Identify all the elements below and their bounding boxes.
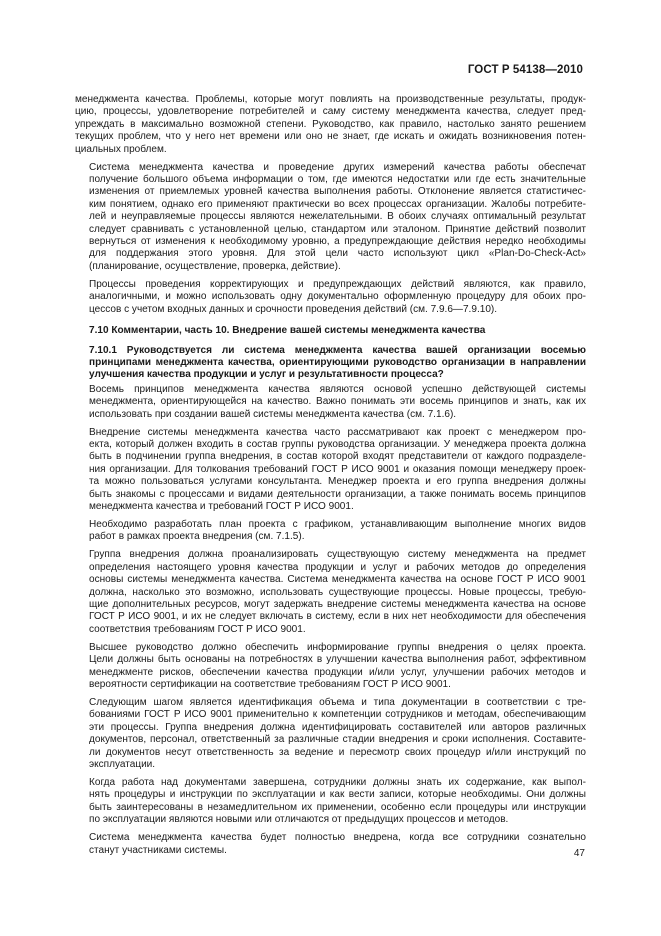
text-line: Восемь принципов менеджмента качества являются основой успешно действующей системы xyxy=(89,383,586,395)
text-line: эксплуатации. xyxy=(89,759,156,771)
text-line: менеджмента качества. Проблемы, которые могут повлиять на производственные результаты, продук- xyxy=(75,94,586,105)
text-line: Система менеджмента качества будет полностью внедрена, когда все сотрудники сознательно xyxy=(89,832,586,844)
text-line: Процессы проведения корректирующих и предупреждающих действий являются, как правило, xyxy=(89,278,586,290)
text-line: Система менеджмента качества и проведение других измерений качества работы обеспечат xyxy=(89,161,586,173)
text-line: использовать при создании вашей системы менеджмента качества (см. 7.1.6). xyxy=(89,408,457,420)
document-id-header: ГОСТ Р 54138—2010 xyxy=(467,64,583,76)
text-line: Когда работа над документами завершена, сотрудники должны знать их содержание, как выпол- xyxy=(89,777,586,789)
paragraph xyxy=(75,549,586,636)
text-line: ли документов несут ответственность за ведение и пересмотр своих процедур и/или инструкций по xyxy=(89,746,586,758)
text-line: ГОСТ Р ИСО 9001, и их не следует включать в систему, если в них нет необходимости для обеспечения xyxy=(89,611,586,623)
text-line: вероятности сертификации на соответствие требованиям ГОСТ Р ИСО 9001. xyxy=(89,679,451,691)
text-line: работ в рамках проекта внедрения (см. 7.1.5). xyxy=(89,531,305,543)
text-line: станут участниками системы. xyxy=(89,844,227,856)
body-text xyxy=(75,94,586,863)
text-line: нять процедуры и инструкции по эксплуатации и как вести записи, которые необходимы. Они должны xyxy=(89,789,586,801)
text-line: 7.10 Комментарии, часть 10. Внедрение вашей системы менеджмента качества xyxy=(89,325,486,337)
paragraph xyxy=(75,279,586,316)
paragraph xyxy=(75,832,586,857)
text-line: должна, насколько это возможно, использовать существующие процессы. Новые процессы, требую- xyxy=(89,586,586,598)
paragraph xyxy=(75,519,586,544)
text-line: определения настоящего уровня качества продукции и услуг и рабочих методов до определения xyxy=(89,561,586,573)
text-line: для поддержания этого уровня. Для этой цели часто используют цикл «Plan-Do-Check-Act» xyxy=(89,248,586,260)
text-line: улучшения качества продукции и услуг и результативности процесса? xyxy=(89,369,444,381)
text-line: Необходимо разработать план проекта с графиком, устанавливающим выполнение многих видов xyxy=(89,518,586,530)
text-line: следует сравнивать с установленной целью, стандартом или эталоном. Принятие действий позволит xyxy=(89,223,586,235)
text-line: быть заинтересованы в незамедлительном их применении, особенно если процедуры или инструкции xyxy=(89,801,586,813)
text-line: екта, который должен входить в состав группы руководства организации. У менеджера проекта должна xyxy=(89,438,586,450)
text-line: (планирование, осуществление, проверка, действие). xyxy=(89,260,341,272)
text-line: цессов с учетом входных данных и срочности проведения действий (см. 7.9.6—7.9.10). xyxy=(89,303,498,315)
text-line: та можно пользоваться услугами консультанта. Менеджер проекта и его группа внедрения должны xyxy=(89,476,586,488)
text-line: быть в подчинении группа внедрения, в состав которой входят представители от каждого подразделе- xyxy=(89,451,586,463)
text-line: бованиями ГОСТ Р ИСО 9001 применительно к компетенции сотрудников и методам, обеспечивающим xyxy=(89,709,586,721)
text-line: 7.10.1 Руководствуется ли система менеджмента качества вашей организации восемью xyxy=(89,344,586,356)
text-line: текущих проблем, что у него нет времени или оно не знает, где искать и ожидать возникновения потен- xyxy=(75,131,586,143)
text-line: аналогичными, и можно использовать одну документально оформленную процедуру для обоих про- xyxy=(89,291,586,303)
text-line: по эксплуатации являются новыми или отличаются от предыдущих процессов и методов. xyxy=(89,814,509,826)
paragraph xyxy=(75,384,586,421)
paragraph xyxy=(75,642,586,692)
text-line: основы системы менеджмента качества. Система менеджмента качества на основе ГОСТ Р ИСО 9001 xyxy=(89,574,586,586)
text-line: быть знакомы с процессами и видами деятельности организации, а также понимать восемь принципов xyxy=(89,488,586,500)
text-line: менеджмента, ориентирующейся на качество. Важно понимать эти восемь принципов и знать, как их xyxy=(89,396,586,408)
paragraph xyxy=(75,94,586,156)
text-line: Внедрение системы менеджмента качества часто рассматривают как проект с менеджером про- xyxy=(89,426,586,438)
text-line: Группа внедрения должна проанализировать существующую систему менеджмента на предмет xyxy=(89,549,586,561)
paragraph xyxy=(75,697,586,771)
text-line: документов, персонал, ответственный за различные стадии внедрения и сроки исполнения. Составите- xyxy=(89,734,586,746)
text-line: эти процессы. Группа внедрения должна идентифицировать составителей или авторов различных xyxy=(89,721,586,733)
text-line: соответствия требованиям ГОСТ Р ИСО 9001. xyxy=(89,623,306,635)
text-line: ким понятием, однако его применяют практически во всех процессах организации. Жалобы потребите- xyxy=(89,198,586,210)
page-number: 47 xyxy=(573,848,585,859)
text-line: упреждать в максимально возможной степени. Руководство, как правило, настолько занято решением xyxy=(75,118,586,130)
text-line: циальных проблем. xyxy=(75,143,167,155)
section-heading xyxy=(75,325,586,337)
text-line: щие дополнительных ресурсов, могут задержать внедрение системы менеджмента качества на основе xyxy=(89,599,586,610)
subsection-question xyxy=(75,345,586,382)
text-line: ния организации. Для толкования требований ГОСТ Р ИСО 9001 и оказания помощи менеджеру проек- xyxy=(89,463,586,475)
text-line: менеджмента качества и требований ГОСТ Р ИСО 9001. xyxy=(89,500,354,512)
text-line: цию, процессы, удовлетворение потребителей и саму систему менеджмента качества, следует пред- xyxy=(75,106,586,118)
text-line: изменения от приемлемых уровней качества выполнения работы. Отклонение является статистичес- xyxy=(89,186,586,198)
paragraph xyxy=(75,777,586,827)
paragraph xyxy=(75,162,586,274)
text-line: принципами менеджмента качества, ориентирующими руководство организации в направлении xyxy=(89,356,586,368)
text-line: получение большого объема информации о том, где имеются недостатки или где есть значительные xyxy=(89,174,586,186)
text-line: вернуться от изменения к необходимому уровню, а предупреждающие действия нередко необходимы xyxy=(89,236,586,248)
text-line: Следующим шагом является идентификация объема и типа документации в соответствии с тре- xyxy=(89,697,586,709)
text-line: лей и неуправляемые процессы являются нежелательными. В обоих случаях оптимальный результат xyxy=(89,211,586,223)
text-line: менеджменте рисков, обеспечении качества продукции и/или услуг, улучшении рабочих методов и xyxy=(89,666,586,678)
text-line: Высшее руководство должно обеспечить информирование группы внедрения о целях проекта. xyxy=(89,641,586,653)
paragraph xyxy=(75,427,586,514)
text-line: Цели должны быть основаны на потребностях в улучшении качества выполнения работ, эффективном xyxy=(89,654,586,666)
